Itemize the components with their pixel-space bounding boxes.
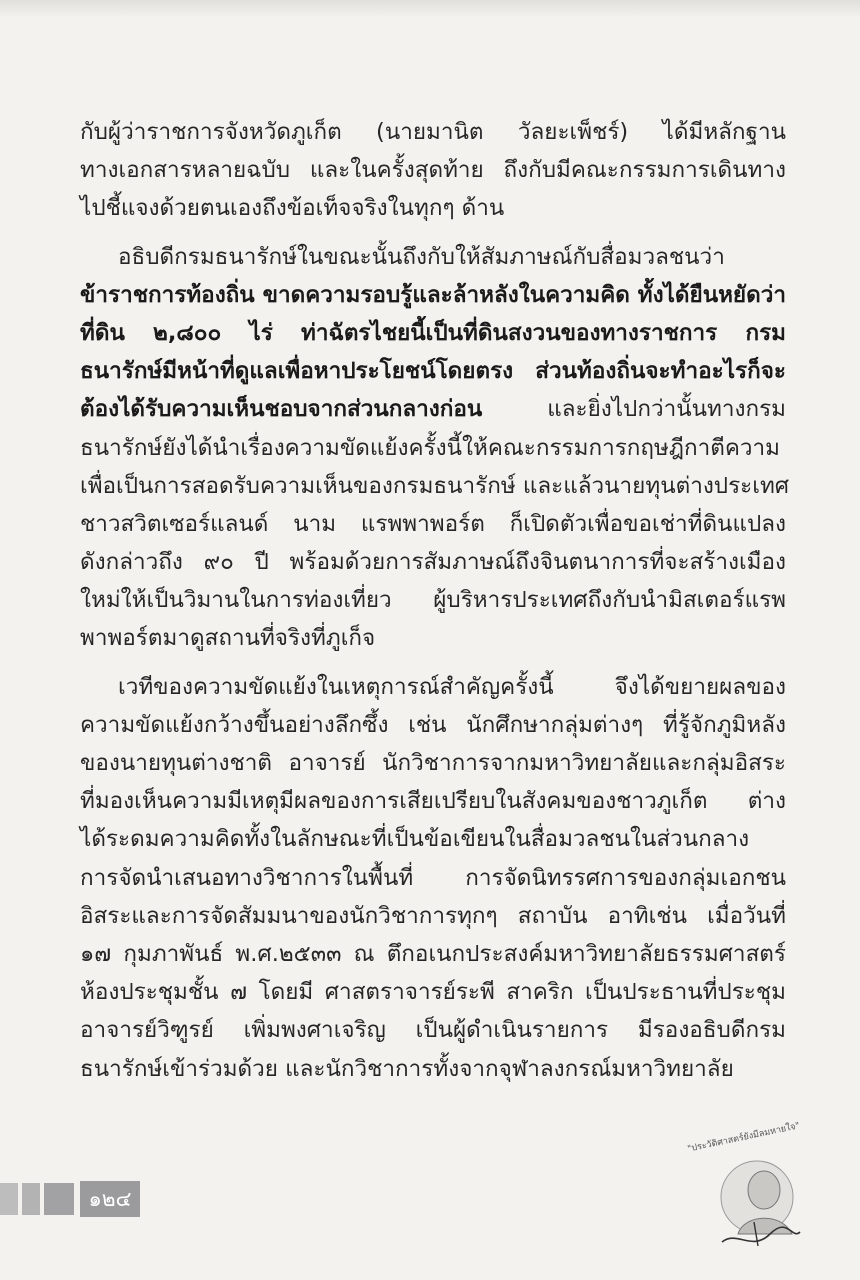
text-line — [80, 390, 786, 428]
line-text: เวทีของความขัดแย้งในเหตุการณ์สำคัญครั้งนี้ จึงได้ขยายผลของ — [118, 673, 786, 700]
page-top-edge — [0, 0, 860, 18]
text-line — [80, 467, 790, 505]
line-text: ธนารักษ์ยังได้นำเรื่องความขัดแย้งครั้งนี้ให้คณะกรรมการกฤษฎีกาตีความ — [80, 434, 780, 461]
line-text: การจัดนำเสนอทางวิชาการในพื้นที่ การจัดนิทรรศการของกลุ่มเอกชน — [80, 864, 786, 891]
line-text: ห้องประชุมชั้น ๗ โดยมี ศาสตราจารย์ระพี สาคริก เป็นประธานที่ประชุม — [80, 979, 786, 1006]
text-line — [80, 1050, 786, 1088]
bold-text: ที่ดิน ๒,๘๐๐ ไร่ ท่าฉัตรไชยนี้เป็นที่ดินสงวนของทางราชการ กรม — [80, 319, 786, 346]
text-line — [80, 706, 786, 744]
page-footer — [0, 1155, 140, 1225]
text-line — [80, 151, 786, 189]
line-text: อิสระและการจัดสัมมนาของนักวิชาการทุกๆ สถาบัน อาทิเช่น เมื่อวันที่ — [80, 902, 786, 929]
text-line — [80, 505, 786, 543]
line-text: เพื่อเป็นการสอดรับความเห็นของกรมธนารักษ์ และแล้วนายทุนต่างประเทศ — [80, 472, 790, 499]
paragraph-gap — [80, 658, 786, 668]
text-line — [80, 973, 786, 1011]
line-text: ดังกล่าวถึง ๙๐ ปี พร้อมด้วยการสัมภาษณ์ถึงจินตนาการที่จะสร้างเมือง — [80, 549, 786, 576]
text-line — [80, 935, 786, 973]
line-text: ธนารักษ์เข้าร่วมด้วย และนักวิชาการทั้งจากจุฬาลงกรณ์มหาวิทยาลัย — [80, 1055, 734, 1082]
text-line — [80, 581, 786, 619]
text-line — [80, 668, 786, 706]
paragraph-gap — [80, 228, 786, 238]
line-text: ชาวสวิตเซอร์แลนด์ นาม แรพพาพอร์ต ก็เปิดตัวเพื่อขอเช่าที่ดินแปลง — [80, 510, 786, 537]
text-line — [80, 619, 786, 657]
text-line — [80, 859, 786, 897]
bold-text: ข้าราชการท้องถิ่น ขาดความรอบรู้และล้าหลังในความคิด ทั้งได้ยืนหยัดว่า — [80, 281, 786, 308]
footer-decor-block — [44, 1183, 74, 1215]
line-text: ใหม่ให้เป็นวิมานในการท่องเที่ยว ผู้บริหารประเทศถึงกับนำมิสเตอร์แรพ — [80, 587, 786, 614]
line-text: ความขัดแย้งกว้างขึ้นอย่างลึกซึ้ง เช่น นักศึกษากลุ่มต่างๆ ที่รู้จักภูมิหลัง — [80, 711, 786, 738]
line-text: อาจารย์วิฑูรย์ เพิ่มพงศาเจริญ เป็นผู้ดำเนินรายการ มีรองอธิบดีกรม — [80, 1017, 786, 1044]
text-line — [80, 276, 786, 314]
line-text: ของนายทุนต่างชาติ อาจารย์ นักวิชาการจากมหาวิทยาลัยและกลุ่มอิสระ — [80, 750, 786, 776]
line-text: ๑๗ กุมภาพันธ์ พ.ศ.๒๕๓๓ ณ ตึกอเนกประสงค์มหาวิทยาลัยธรรมศาสตร์ — [80, 940, 786, 967]
footer-decor-block — [22, 1183, 40, 1215]
text-line — [80, 352, 786, 390]
text-line — [80, 314, 786, 352]
text-line — [80, 897, 786, 935]
text-line — [80, 1011, 786, 1049]
text-line — [80, 429, 786, 467]
line-text: ได้ระดมความคิดทั้งในลักษณะที่เป็นข้อเขียนในสื่อมวลชนในส่วนกลาง — [80, 826, 750, 853]
line-text: ไปชี้แจงด้วยตนเองถึงข้อเท็จจริงในทุกๆ ด้าน — [80, 195, 505, 222]
bold-text: ธนารักษ์มีหน้าที่ดูแลเพื่อหาประโยชน์โดยตรง ส่วนท้องถิ่นจะทำอะไรก็จะ — [80, 358, 786, 385]
line-text: ทางเอกสารหลายฉบับ และในครั้งสุดท้าย ถึงกับมีคณะกรรมการเดินทาง — [80, 157, 786, 184]
line-text: พาพอร์ตมาดูสถานที่จริงที่ภูเก็จ — [80, 625, 376, 652]
text-line — [80, 744, 786, 782]
text-line — [80, 238, 786, 276]
text-line — [80, 113, 786, 151]
author-portrait-emblem — [682, 1142, 812, 1260]
footer-decor-block — [0, 1183, 18, 1215]
line-text: และยิ่งไปกว่านั้นทางกรม — [482, 396, 786, 423]
line-text: ที่มองเห็นความมีเหตุมีผลของการเสียเปรียบในสังคมของชาวภูเก็ต ต่าง — [80, 788, 786, 815]
line-text: อธิบดีกรมธนารักษ์ในขณะนั้นถึงกับให้สัมภาษณ์กับสื่อมวลชนว่า — [118, 243, 725, 270]
text-line — [80, 820, 786, 858]
page-number: ๑๒๔ — [80, 1181, 140, 1217]
bold-text: ต้องได้รับความเห็นชอบจากส่วนกลางก่อน — [80, 396, 483, 423]
text-line — [80, 189, 786, 227]
body-text — [80, 113, 790, 1088]
text-line — [80, 543, 786, 581]
emblem-caption: "ประวัติศาสตร์ยังมีลมหายใจ" — [686, 1121, 801, 1155]
line-text: กับผู้ว่าราชการจังหวัดภูเก็ต (นายมานิต วัลยะเพ็ชร์) ได้มีหลักฐาน — [80, 119, 786, 145]
text-line — [80, 782, 786, 820]
